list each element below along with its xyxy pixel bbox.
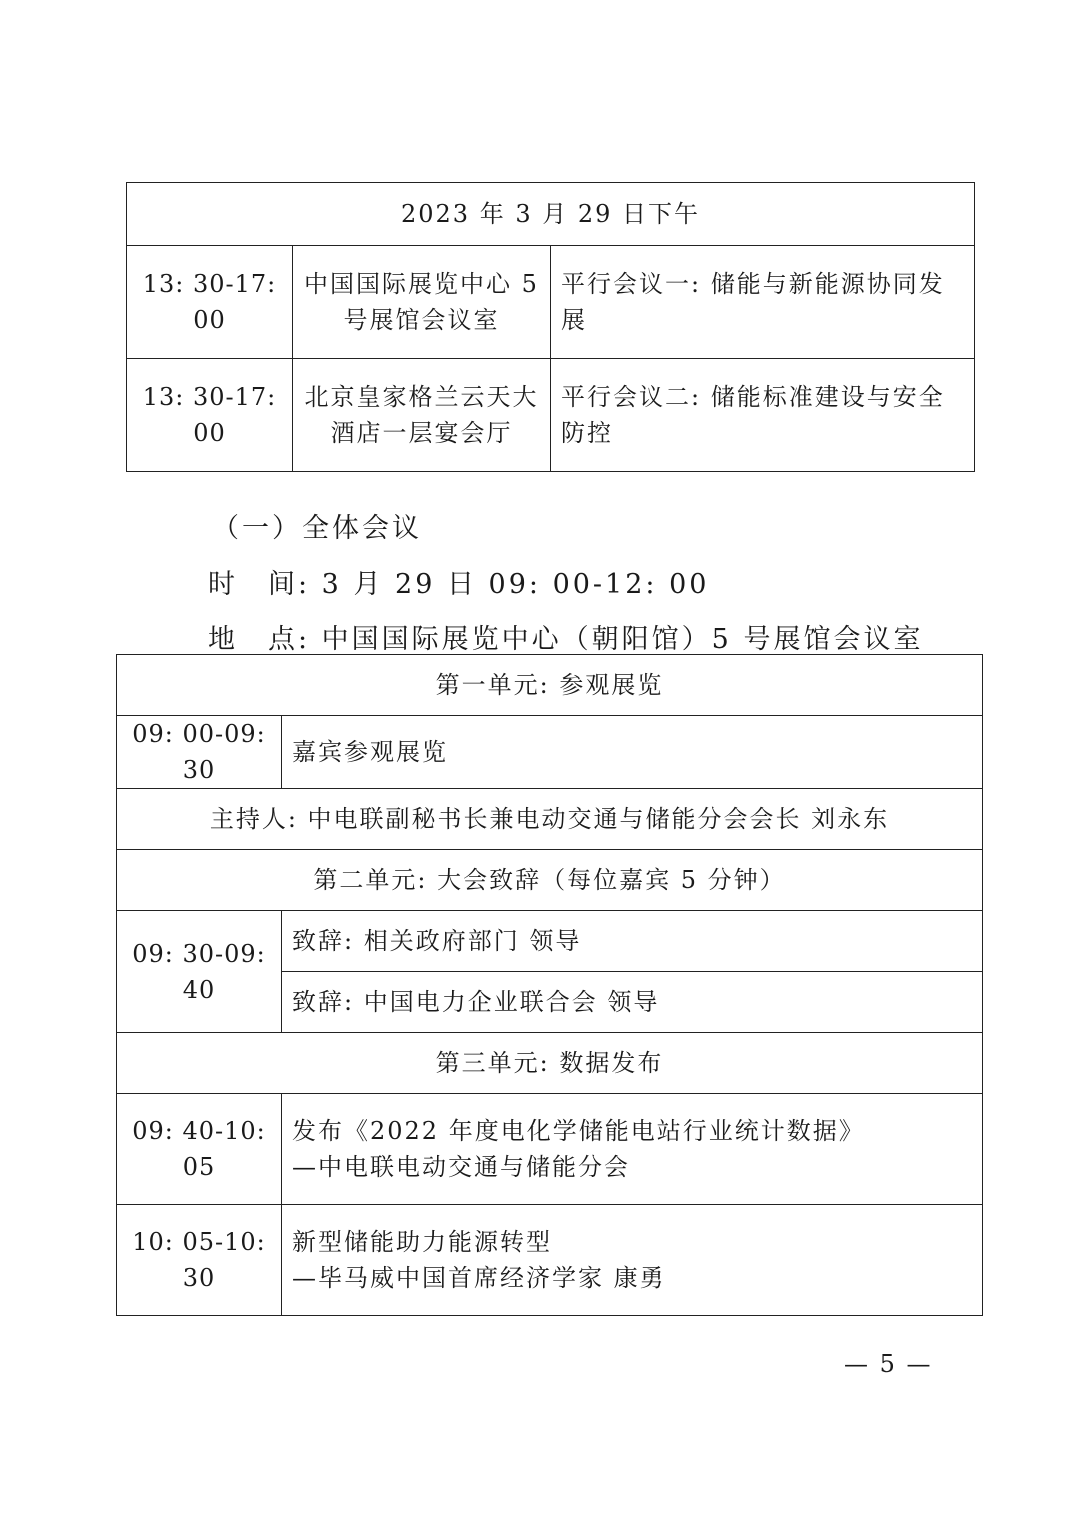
plenary-place: 地 点: 中国国际展览中心（朝阳馆）5 号展馆会议室 <box>208 624 924 655</box>
page-number: — 5 — <box>844 1350 933 1378</box>
agenda-time: 09: 30-09: 40 <box>117 911 282 1033</box>
unit-heading: 第三单元: 数据发布 <box>117 1033 983 1094</box>
plenary-time: 时 间: 3 月 29 日 09: 00-12: 00 <box>208 569 710 600</box>
session-topic: 平行会议二: 储能标准建设与安全防控 <box>551 359 975 472</box>
agenda-item: 致辞: 相关政府部门 领导 <box>282 911 983 972</box>
agenda-time: 09: 00-09: 30 <box>117 716 282 789</box>
agenda-item: 嘉宾参观展览 <box>282 716 983 789</box>
agenda-time: 09: 40-10: 05 <box>117 1094 282 1205</box>
unit-heading: 第二单元: 大会致辞（每位嘉宾 5 分钟） <box>117 850 983 911</box>
plenary-agenda-table <box>116 654 983 1316</box>
host-line: 主持人: 中电联副秘书长兼电动交通与储能分会会长 刘永东 <box>117 789 983 850</box>
table-row <box>127 359 975 472</box>
afternoon-schedule-table <box>126 182 975 472</box>
table-row <box>117 850 983 911</box>
table-row <box>117 1033 983 1094</box>
session-topic: 平行会议一: 储能与新能源协同发展 <box>551 246 975 359</box>
unit-heading: 第一单元: 参观展览 <box>117 655 983 716</box>
table-row <box>117 716 983 789</box>
agenda-item <box>282 1205 983 1316</box>
session-venue: 北京皇家格兰云天大酒店一层宴会厅 <box>293 359 551 472</box>
agenda-item: 致辞: 中国电力企业联合会 领导 <box>282 972 983 1033</box>
agenda-item-title: 发布《2022 年度电化学储能电站行业统计数据》 <box>292 1117 865 1145</box>
agenda-item-speaker: —毕马威中国首席经济学家 康勇 <box>292 1264 666 1292</box>
session-time: 13: 30-17: 00 <box>127 246 293 359</box>
table-row <box>117 1205 983 1316</box>
session-venue: 中国国际展览中心 5 号展馆会议室 <box>293 246 551 359</box>
session-time: 13: 30-17: 00 <box>127 359 293 472</box>
table-row <box>117 911 983 972</box>
table-row <box>127 246 975 359</box>
table-row <box>117 789 983 850</box>
agenda-time: 10: 05-10: 30 <box>117 1205 282 1316</box>
agenda-item-title: 新型储能助力能源转型 <box>292 1228 552 1256</box>
section-title: （一）全体会议 <box>212 513 422 544</box>
agenda-item <box>282 1094 983 1205</box>
agenda-item-speaker: —中电联电动交通与储能分会 <box>292 1153 630 1181</box>
table-row <box>117 1094 983 1205</box>
table-row <box>117 655 983 716</box>
afternoon-date-header: 2023 年 3 月 29 日下午 <box>127 183 975 246</box>
